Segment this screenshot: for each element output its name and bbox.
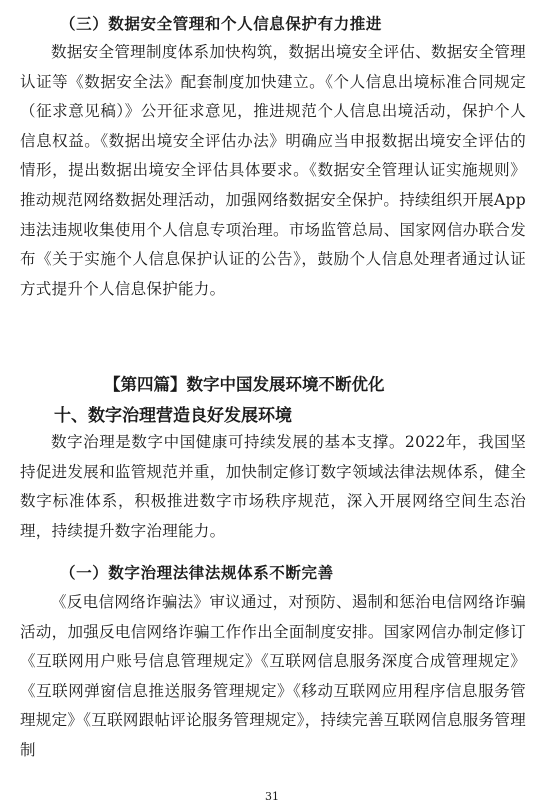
subsection-heading-data-security: （三）数据安全管理和个人信息保护有力推进 [60,14,383,33]
section-heading-digital-governance: 十、数字治理营造良好发展环境 [54,406,292,426]
part-heading-fourth: 【第四篇】数字中国发展环境不断优化 [104,375,385,394]
paragraph-digital-governance [20,428,526,546]
paragraph-text: 数字治理是数字中国健康可持续发展的基本支撑。2022年，我国坚持促进发展和监管规范并重，加快制定修订数字领域法律法规体系，健全数字标准体系，积极推进数字市场秩序规范，深入开展网络空间生态治理，持续提升数字治理能力。 [20,433,526,540]
paragraph-data-security [20,38,526,304]
subsection-heading-legal-framework: （一）数字治理法律法规体系不断完善 [60,563,334,582]
paragraph-legal-framework [20,588,526,766]
page-number: 31 [265,790,279,803]
paragraph-text: 《反电信网络诈骗法》审议通过，对预防、遏制和惩治电信网络诈骗活动，加强反电信网络诈骗工作作出全面制度安排。国家网信办制定修订《互联网用户账号信息管理规定》《互联网信息服务深度合成管理规定》《互联网弹窗信息推送服务管理规定》《移动互联网应用程序信息服务管理规定》《互联网跟帖评论服务管理规定》，持续完善互联网信息服务管理制 [20,593,526,759]
paragraph-text: 数据安全管理制度体系加快构筑，数据出境安全评估、数据安全管理认证等《数据安全法》配套制度加快建立。《个人信息出境标准合同规定（征求意见稿）》公开征求意见，推进规范个人信息出境活动，保护个人信息权益。《数据出境安全评估办法》明确应当申报数据出境安全评估的情形，提出数据出境安全评估具体要求。《数据安全管理认证实施规则》推动规范网络数据处理活动，加强网络数据安全保护。持续组织开展App违法违规收集使用个人信息专项治理。市场监管总局、国家网信办联合发布《关于实施个人信息保护认证的公告》，鼓励个人信息处理者通过认证方式提升个人信息保护能力。 [20,43,526,298]
